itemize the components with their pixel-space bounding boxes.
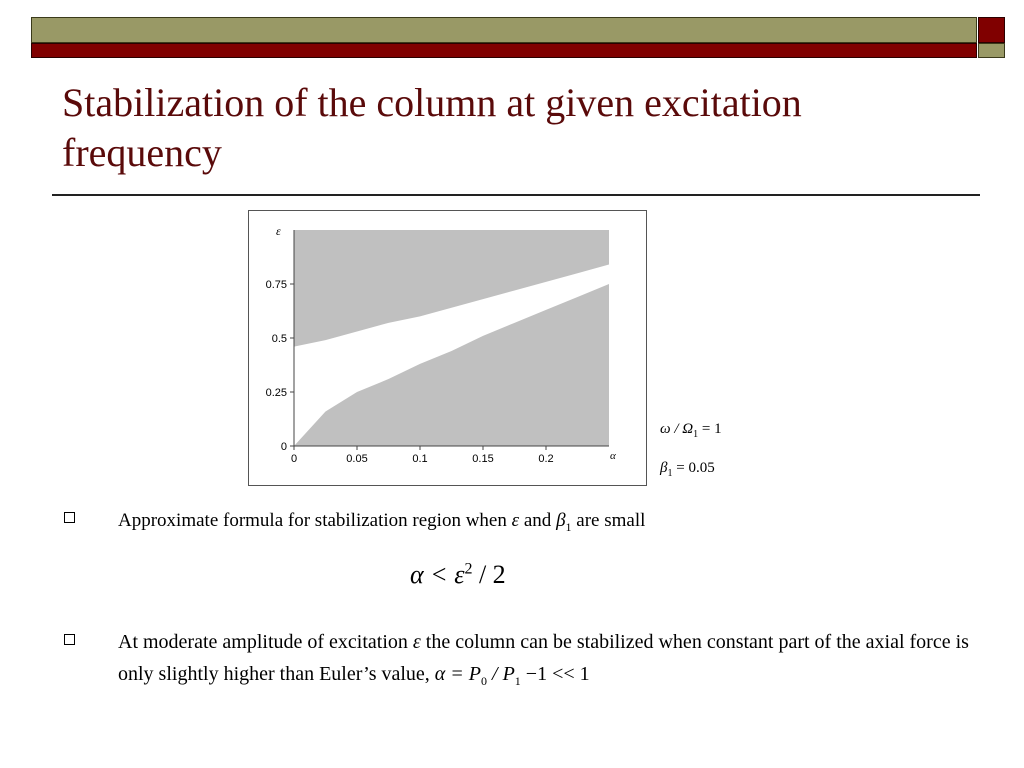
y-tick-label: 0.25 (265, 387, 287, 399)
bullet1-text-a: Approximate formula for stabilization region when (118, 510, 512, 531)
bullet-item-moderate-amplitude (118, 626, 978, 697)
param-frequency-ratio (660, 421, 722, 440)
x-axis-label: α (610, 450, 616, 462)
param-damping-lhs: β (660, 460, 668, 476)
title-divider (52, 194, 980, 196)
y-tick-label: 0 (280, 441, 287, 453)
header-bar-maroon (31, 43, 977, 58)
param-damping-rhs: = 0.05 (672, 460, 715, 476)
param-damping (660, 460, 715, 479)
y-tick-label: 0.5 (271, 333, 287, 345)
bullet1-text-c: are small (571, 510, 646, 531)
formula-rhs: / 2 (472, 560, 506, 589)
x-tick-label: 0.2 (538, 453, 554, 465)
bullet2-end: −1 << 1 (520, 663, 590, 685)
bullet-item-approx-formula (118, 505, 645, 543)
bullet1-text-b: and (519, 510, 557, 531)
y-axis-label: ε (276, 224, 281, 238)
x-tick-label: 0.05 (346, 453, 368, 465)
param-frequency-ratio-lhs: ω / Ω (660, 421, 694, 437)
formula-sup: 2 (464, 560, 473, 578)
bullet2-text-b: the column can be stabilized when constant part of the axial force is only slightly higher than Euler’s value, (118, 631, 969, 685)
bullet2-math: α = P (434, 663, 482, 685)
param-frequency-ratio-rhs: = 1 (698, 421, 722, 437)
chart-svg (249, 211, 648, 487)
bullet-square-icon (64, 634, 75, 645)
bullet1-beta: β (556, 510, 566, 531)
bullet1-eps: ε (511, 510, 520, 531)
header-bar-olive (31, 17, 977, 43)
bullet2-eps: ε (412, 631, 421, 653)
formula-lhs: α < ε (410, 560, 465, 589)
corner-block-olive (978, 43, 1005, 58)
stabilization-chart (248, 210, 647, 486)
bullet2-sub1: 1 (514, 674, 521, 688)
slide-title: Stabilization of the column at given excitation frequency (62, 80, 802, 175)
bullet1-beta-sub: 1 (565, 519, 572, 534)
x-tick-label: 0.1 (412, 453, 428, 465)
y-tick-label: 0.75 (265, 279, 287, 291)
bullet2-mid: / P (487, 663, 515, 685)
param-frequency-ratio-sub: 1 (693, 429, 699, 440)
bullet2-text-a: At moderate amplitude of excitation (118, 631, 413, 653)
stabilization-formula (410, 560, 506, 590)
x-tick-label: 0 (290, 453, 298, 465)
x-tick-label: 0.15 (472, 453, 494, 465)
bullet2-sub0: 0 (481, 674, 488, 688)
param-damping-sub: 1 (667, 468, 673, 479)
bullet-square-icon (64, 512, 75, 523)
corner-block-maroon (978, 17, 1005, 43)
